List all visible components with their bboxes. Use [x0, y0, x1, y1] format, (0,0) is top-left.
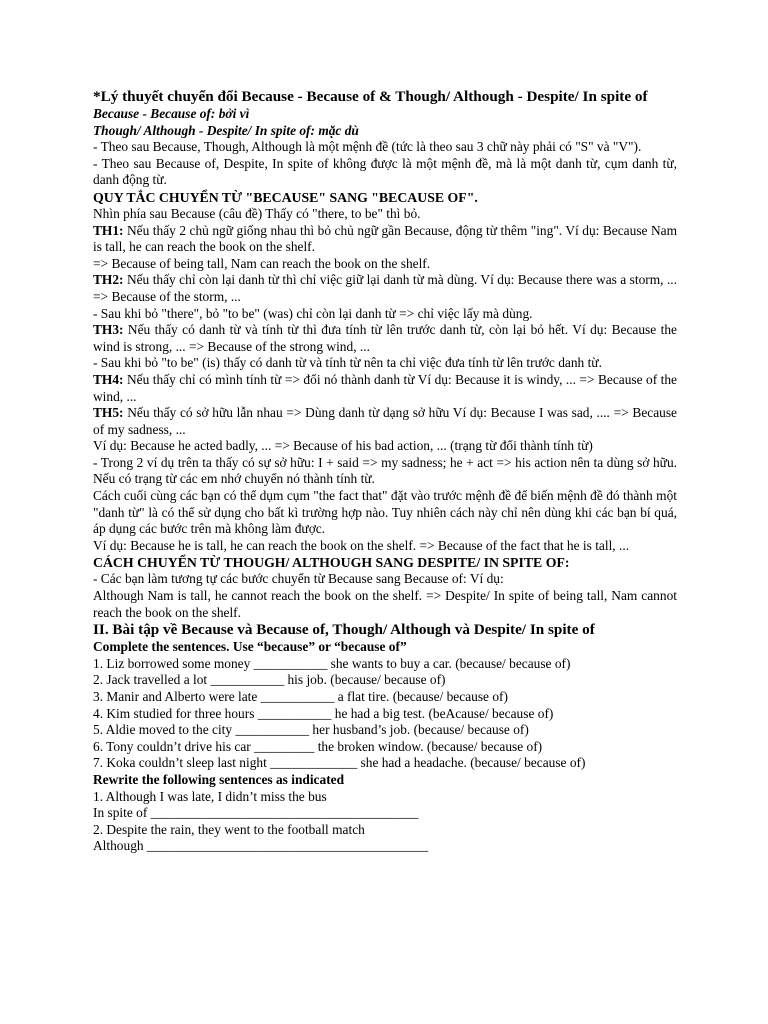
exercise-sentence: 7. Koka couldn’t sleep last night _____________ she had a headache. (because/ because of)	[93, 755, 586, 771]
intro-paragraph-1: - Theo sau Because, Though, Although là một mệnh đề (tức là theo sau 3 chữ này phải có "S" và "V").	[93, 139, 642, 155]
case-1	[93, 223, 677, 256]
case-1-label: TH1:	[93, 222, 124, 238]
the-fact-that-example: Ví dụ: Because he is tall, he can reach the book on the shelf. => Because of the fact that he is tall, ...	[93, 537, 630, 553]
case-4	[93, 372, 677, 405]
exercise-sentence: 6. Tony couldn’t drive his car _________ the broken window. (because/ because of)	[93, 738, 543, 754]
rewrite-heading: Rewrite the following sentences as indicated	[93, 771, 345, 787]
exercise-sentence: 4. Kim studied for three hours ___________ he had a big test. (beAcause/ because of)	[93, 705, 554, 721]
case-1-result: => Because of being tall, Nam can reach the book on the shelf.	[93, 255, 431, 271]
document-title: *Lý thuyết chuyển đổi Because - Because of & Though/ Although - Despite/ In spite of	[93, 88, 648, 105]
the-fact-that-paragraph: Cách cuối cùng các bạn có thể dụm cụm "the fact that" đặt vào trước mệnh đề để biến mệnh đề đó thành một "danh từ" là có thể sử dụng cho bất kì trường hợp nào. Tuy nhiên cách này chỉ nên dùng khi các bạn bí quá, áp dụng các bước trên mà không làm được.	[93, 488, 677, 537]
case-5-example: Ví dụ: Because he acted badly, ... => Because of his bad action, ... (trạng từ đổi thành tính từ)	[93, 438, 593, 454]
case-5-label: TH5:	[93, 405, 124, 421]
case-2-label: TH2:	[93, 272, 124, 288]
rewrite-line: 1. Although I was late, I didn’t miss the bus	[93, 788, 327, 804]
case-1-text: Nếu thấy 2 chủ ngữ giống nhau thì bỏ chủ ngữ gần Because, động từ thêm "ing". Ví dụ: Because Nam is tall, he can reach the book on the shelf.	[93, 222, 677, 255]
case-5	[93, 405, 677, 438]
exercise-heading: II. Bài tập về Because và Because of, Though/ Although và Despite/ In spite of	[93, 621, 595, 639]
exercise-sentence: 5. Aldie moved to the city ___________ her husband’s job. (because/ because of)	[93, 722, 529, 738]
despite-intro: - Các bạn làm tương tự các bước chuyển từ Because sang Because of: Ví dụ:	[93, 571, 504, 587]
case-5-note: - Trong 2 ví dụ trên ta thấy có sự sở hữu: I + said => my sadness; he + act => his action nên ta dùng sở hữu. Nếu có trạng từ các em nhớ chuyển nó thành tính từ.	[93, 454, 677, 487]
rewrite-line: In spite of ________________________________________	[93, 805, 419, 821]
despite-example: Although Nam is tall, he cannot reach the book on the shelf. => Despite/ In spite of being tall, Nam cannot reach the book on the shelf.	[93, 588, 677, 620]
case-3-text: Nếu thấy có danh từ và tính từ thì đưa tính từ lên trước danh từ, còn lại bỏ hết. Ví dụ: Because the wind is strong, ... => Because of the strong wind, ...	[93, 322, 677, 354]
case-3-label: TH3:	[93, 322, 124, 338]
rule-heading: QUY TẮC CHUYỂN TỪ "BECAUSE" SANG "BECAUSE OF".	[93, 189, 478, 205]
exercise-sentence: 1. Liz borrowed some money ___________ she wants to buy a car. (because/ because of)	[93, 655, 571, 671]
intro-paragraph-2: - Theo sau Because of, Despite, In spite of không được là một mệnh đề, mà là một danh từ, cụm danh từ, danh động từ.	[93, 155, 677, 188]
meaning-though: Though/ Although - Despite/ In spite of: mặc dù	[93, 122, 359, 138]
meaning-because: Because - Because of: bởi vì	[93, 106, 250, 121]
despite-heading: CÁCH CHUYỂN TỪ THOUGH/ ALTHOUGH SANG DESPITE/ IN SPITE OF:	[93, 555, 570, 571]
case-4-label: TH4:	[93, 371, 124, 387]
case-4-text: Nếu thấy chỉ có mình tính từ => đổi nó thành danh từ Ví dụ: Because it is windy, ... => Because of the wind, ...	[93, 371, 677, 404]
case-2-note: - Sau khi bỏ "there", bỏ "to be" (was) chỉ còn lại danh từ => chỉ việc lấy mà dùng.	[93, 305, 533, 321]
exercise-sentence: 2. Jack travelled a lot ___________ his job. (because/ because of)	[93, 672, 446, 688]
complete-sentences-heading: Complete the sentences. Use “because” or “because of”	[93, 639, 407, 655]
case-5-text: Nếu thấy có sở hữu lẫn nhau => Dùng danh từ dạng sở hữu Ví dụ: Because I was sad, .... => Because of my sadness, ...	[93, 405, 677, 437]
case-3-note: - Sau khi bỏ "to be" (is) thấy có danh từ và tính từ nên ta chỉ việc đưa tính từ lên trước danh từ.	[93, 355, 602, 371]
case-2-text: Nếu thấy chỉ còn lại danh từ thì chỉ việc giữ lại danh từ mà dùng. Ví dụ: Because there was a storm, ... => Because of the storm, ...	[93, 272, 677, 304]
rule-intro: Nhìn phía sau Because (câu đề) Thấy có "there, to be" thì bỏ.	[93, 205, 421, 221]
case-3	[93, 322, 677, 355]
rewrite-line: 2. Despite the rain, they went to the football match	[93, 821, 365, 837]
document-body	[93, 88, 677, 855]
case-2	[93, 272, 677, 305]
rewrite-line: Although __________________________________________	[93, 838, 429, 854]
exercise-sentence: 3. Manir and Alberto were late ___________ a flat tire. (because/ because of)	[93, 689, 508, 704]
